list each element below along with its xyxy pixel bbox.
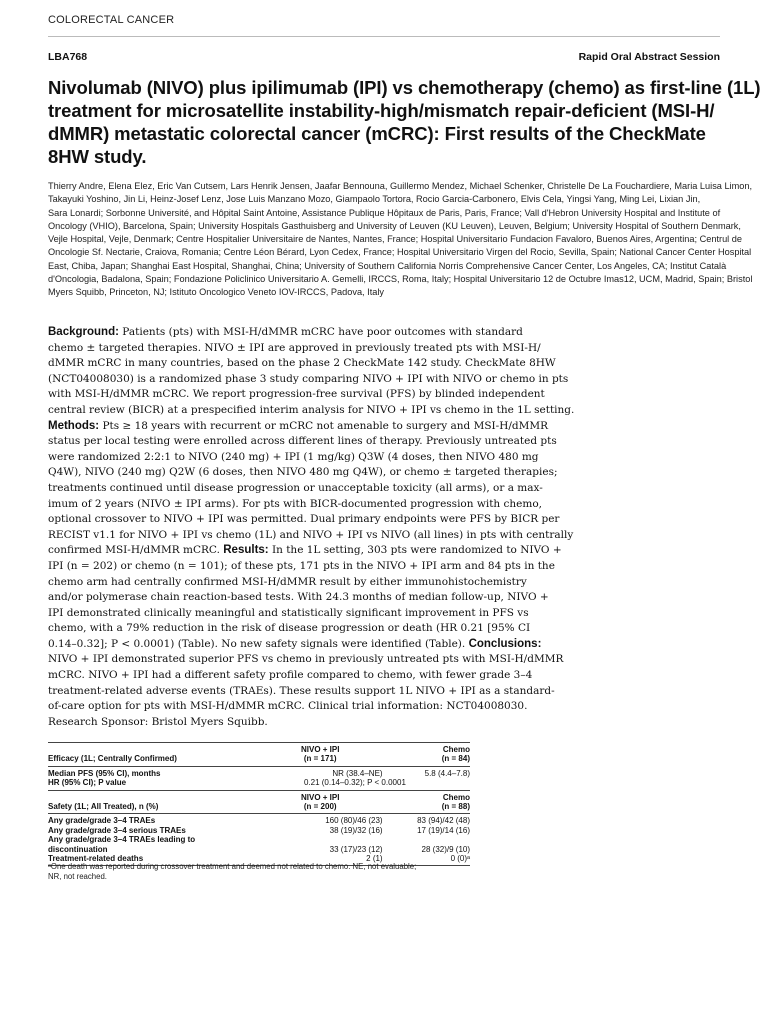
abstract-text: NIVO + IPI demonstrated superior PFS vs chemo in previously untreated pts with MSI-H/dMMR: [48, 653, 564, 666]
title-line: treatment for microsatellite instability-high/mismatch repair-deficient (MSI-H/: [48, 100, 715, 121]
arm1-value: 33 (17)/23 (12): [329, 844, 383, 854]
row-label: Treatment-related deaths: [48, 854, 240, 866]
arm1-value: 2 (1): [240, 854, 401, 866]
safety-arm2-name: Chemo: [401, 790, 470, 802]
row-label: HR (95% CI); P value: [48, 778, 127, 788]
abstract-line: [48, 325, 560, 341]
row-label: Median PFS (95% CI), months: [48, 768, 161, 778]
safety-row: [48, 835, 470, 854]
author-line: Takayuki Yoshino, Jin Li, Heinz-Josef Lenz, Jose Luis Manzano Mozo, Giampaolo Tortora, Rocio Garcia-Carbonero, Elvis Cela, Yingsi Yang, Ming Lei, Lixian Jin,: [48, 194, 701, 205]
abstract-line: [48, 543, 560, 559]
author-line: Oncology (VHIO), Barcelona, Spain; University Hospitals Gasthuisberg and University of Leuven (KU Leuven), Leuven, Belgium; University Hospital of Southern Denmark,: [48, 220, 741, 231]
abstract-text: central review (BICR) at a prespecified interim analysis for NIVO + IPI vs chemo in the 1L setting.: [48, 403, 575, 416]
safety-row: [48, 814, 470, 826]
author-line: Thierry Andre, Elena Elez, Eric Van Cutsem, Lars Henrik Jensen, Jaafar Bennouna, Guillermo Mendez, Michael Schenker, Christelle De La Fouchardiere, Maria Luisa Limon,: [48, 181, 753, 191]
efficacy-header-row: [48, 743, 470, 755]
efficacy-row: [48, 778, 470, 790]
arm1-value: NR (38.4–NE): [332, 768, 383, 778]
abstract-line: [48, 512, 560, 528]
abstract-text: were randomized 2:2:1 to NIVO (240 mg) + IPI (1 mg/kg) Q3W (4 doses, then NIVO 480 mg: [48, 450, 539, 463]
safety-header-row: [48, 790, 470, 802]
safety-header-n-row: [48, 802, 470, 814]
author-line: d'Oncologia, Badalona, Spain; Fondazione Policlinico Universitario A. Gemelli, IRCCS, Roma, Italy; Hospital Universitario 12 de Octubre Imas12, UCM, Madrid, Spain; Bristol: [48, 274, 753, 285]
abstract-code: LBA768: [48, 51, 88, 63]
abstract-line: [48, 481, 560, 497]
arm2-value: 28 (32)/9 (10): [421, 844, 470, 854]
abstract-text: imum of 2 years (NIVO ± IPI arms). For pts with BICR-documented progression with chemo,: [48, 497, 542, 510]
section-label: Methods:: [48, 419, 100, 432]
abstract-text: In the 1L setting, 303 pts were randomized to NIVO +: [268, 544, 562, 557]
abstract-line: [48, 684, 560, 700]
results-table: [48, 742, 470, 866]
abstract-text: of-care option for pts with MSI-H/dMMR mCRC. Clinical trial information: NCT04008030.: [48, 700, 528, 713]
title-line: dMMR) metastatic colorectal cancer (mCRC): First results of the CheckMate: [48, 123, 706, 144]
safety-header-label: Safety (1L; All Treated), n (%): [48, 802, 240, 814]
abstract-line: [48, 341, 560, 357]
row-label: Any grade/grade 3–4 TRAEs: [48, 816, 156, 826]
arm1-value: 160 (80)/46 (23): [325, 816, 383, 826]
arm2-value: 17 (19)/14 (16): [417, 825, 470, 835]
abstract-text: Q4W), NIVO (240 mg) Q2W (6 doses, then NIVO 480 mg Q4W), or chemo ± targeted therapies;: [48, 466, 558, 479]
abstract-text: IPI demonstrated clinically meaningful and statistically significant improvement in PFS vs: [48, 606, 529, 619]
abstract-text: chemo ± targeted therapies. NIVO ± IPI are approved in previously treated pts with MSI-H/: [48, 341, 541, 354]
abstract-text: dMMR mCRC in many countries, based on the phase 2 CheckMate 142 study. CheckMate 8HW: [48, 357, 556, 370]
abstract-text: treatments continued until disease progression or unacceptable toxicity (all arms), or a max-: [48, 481, 543, 494]
abstract-text: and/or polymerase chain reaction-based tests. With 24.3 months of median follow-up, NIVO +: [48, 591, 549, 604]
abstract-text: chemo arm had centrally confirmed MSI-H/dMMR result by either immunohistochemistry: [48, 575, 527, 588]
abstract-text: confirmed MSI-H/dMMR mCRC.: [48, 544, 224, 557]
author-line: Vejle Hospital, Vejle, Denmark; Centre Hospitalier Universitaire de Nantes, Nantes, France; Hospital Universitario Fundacion Favaloro, Buenos Aires, Argentina; Centrul de: [48, 234, 742, 245]
abstract-title: [48, 76, 761, 168]
abstract-text: mCRC. NIVO + IPI had a different safety profile compared to chemo, with fewer grade 3–4: [48, 669, 533, 682]
title-line: 8HW study.: [48, 146, 147, 167]
abstract-text: with MSI-H/dMMR mCRC. We report progression-free survival (PFS) by blinded independent: [48, 388, 545, 401]
section-label: Conclusions:: [468, 637, 542, 650]
abstract-line: [48, 419, 560, 435]
abstract-line: [48, 450, 560, 466]
abstract-line: [48, 606, 560, 622]
abstract-text: (NCT04008030) is a randomized phase 3 study comparing NIVO + IPI with NIVO or chemo in pts: [48, 372, 569, 385]
section-header: COLORECTAL CANCER: [48, 14, 175, 26]
footnote-line: NR, not reached.: [48, 871, 107, 881]
author-line: East, Chiba, Japan; Shanghai East Hospital, Shanghai, China; University of Southern California Norris Comprehensive Cancer Center, Los Angeles, CA; Institut Català: [48, 260, 727, 271]
author-list: [48, 180, 753, 300]
efficacy-arm1-name: NIVO + IPI: [240, 743, 401, 755]
author-line: Sara Lonardi; Sorbonne Université, and Hôpital Saint Antoine, Assistance Publique Hôpitaux de Paris, Paris, France; Vall d'Hebron University Hospital and Institute of: [48, 207, 721, 218]
footnote-line: ᵃOne death was reported during crossover treatment and deemed not related to chemo. NE, not evaluable;: [48, 862, 417, 871]
efficacy-row: [48, 766, 470, 778]
author-line: Myers Squibb, Princeton, NJ; Istituto Oncologico Veneto IOV-IRCCS, Padova, Italy: [48, 287, 385, 298]
abstract-line: [48, 387, 560, 403]
abstract-text: chemo, with a 79% reduction in the risk of disease progression or death (HR 0.21 [95% CI: [48, 622, 531, 635]
abstract-text: status per local testing were enrolled across different lines of therapy. Previously untreated pts: [48, 435, 557, 448]
abstract-text: Research Sponsor: Bristol Myers Squibb.: [48, 715, 268, 728]
row-label: Any grade/grade 3–4 serious TRAEs: [48, 825, 186, 835]
safety-arm1-n: (n = 200): [240, 802, 401, 814]
abstract-text: 0.14–0.32]; P < 0.0001) (Table). No new safety signals were identified (Table).: [48, 637, 469, 650]
abstract-text: Patients (pts) with MSI-H/dMMR mCRC have poor outcomes with standard: [118, 326, 523, 338]
session-type: Rapid Oral Abstract Session: [578, 51, 720, 63]
abstract-line: [48, 559, 560, 575]
abstract-line: [48, 403, 575, 419]
efficacy-arm1-n: (n = 171): [240, 754, 401, 766]
abstract-line: [48, 372, 569, 388]
efficacy-header-label-spacer: [48, 743, 240, 755]
abstract-line: [48, 715, 560, 731]
efficacy-header-n-row: [48, 754, 470, 766]
safety-arm1-name: NIVO + IPI: [240, 790, 401, 802]
abstract-text: optional crossover to NIVO + IPI was permitted. Dual primary endpoints were PFS by BICR per: [48, 513, 560, 526]
abstract-line: [48, 652, 564, 668]
abstract-code-row: [48, 51, 720, 65]
row-label: Any grade/grade 3–4 TRAEs leading to discontinuation: [48, 835, 196, 854]
abstract-line: [48, 356, 560, 372]
arm2-value: 83 (94)/42 (48): [417, 816, 470, 826]
arm2-value: 5.8 (4.4–7.8): [424, 768, 470, 778]
section-label: Results:: [223, 544, 269, 557]
abstract-line: [48, 497, 560, 513]
abstract-line: [48, 590, 560, 606]
abstract-line: [48, 637, 560, 653]
abstract-text: RECIST v1.1 for NIVO + IPI vs chemo (1L) and NIVO + IPI vs NIVO (all lines) in pts with centrally: [48, 528, 574, 541]
header-divider: [48, 36, 720, 37]
abstract-line: [48, 699, 560, 715]
arm2-value: 0 (0)ᵃ: [401, 854, 470, 866]
abstract-line: [48, 668, 560, 684]
abstract-text: Pts ≥ 18 years with recurrent or mCRC not amenable to surgery and MSI-H/dMMR: [99, 419, 549, 432]
abstract-text: IPI (n = 202) or chemo (n = 101); of these pts, 171 pts in the NIVO + IPI arm and 84 pts in the: [48, 559, 555, 572]
title-line: Nivolumab (NIVO) plus ipilimumab (IPI) vs chemotherapy (chemo) as first-line (1L): [48, 77, 761, 98]
abstract-line: [48, 528, 574, 544]
safety-header-label-spacer: [48, 790, 240, 802]
section-label: Background:: [48, 326, 119, 338]
abstract-line: [48, 621, 560, 637]
arm1-value: 38 (19)/32 (16): [329, 825, 383, 835]
abstract-line: [48, 465, 560, 481]
abstract-line: [48, 434, 560, 450]
row-span-value: 0.21 (0.14–0.32); P < 0.0001: [303, 778, 406, 788]
safety-arm2-n: (n = 88): [401, 802, 470, 814]
abstract-body: [48, 325, 575, 730]
abstract-text: treatment-related adverse events (TRAEs). These results support 1L NIVO + IPI as a standard-: [48, 684, 555, 697]
efficacy-arm2-name: Chemo: [401, 743, 470, 755]
table-footnote: [48, 862, 478, 881]
author-line: Oncologie Sf. Nectarie, Craiova, Romania; Centre Léon Bérard, Lyon Cedex, France; Hospital Universitario Virgen del Rocio, Sevilla, Spain; National Cancer Center Hospital: [48, 247, 752, 258]
efficacy-header-label: Efficacy (1L; Centrally Confirmed): [48, 754, 240, 766]
efficacy-arm2-n: (n = 84): [401, 754, 470, 766]
abstract-line: [48, 575, 560, 591]
safety-row: [48, 826, 470, 835]
